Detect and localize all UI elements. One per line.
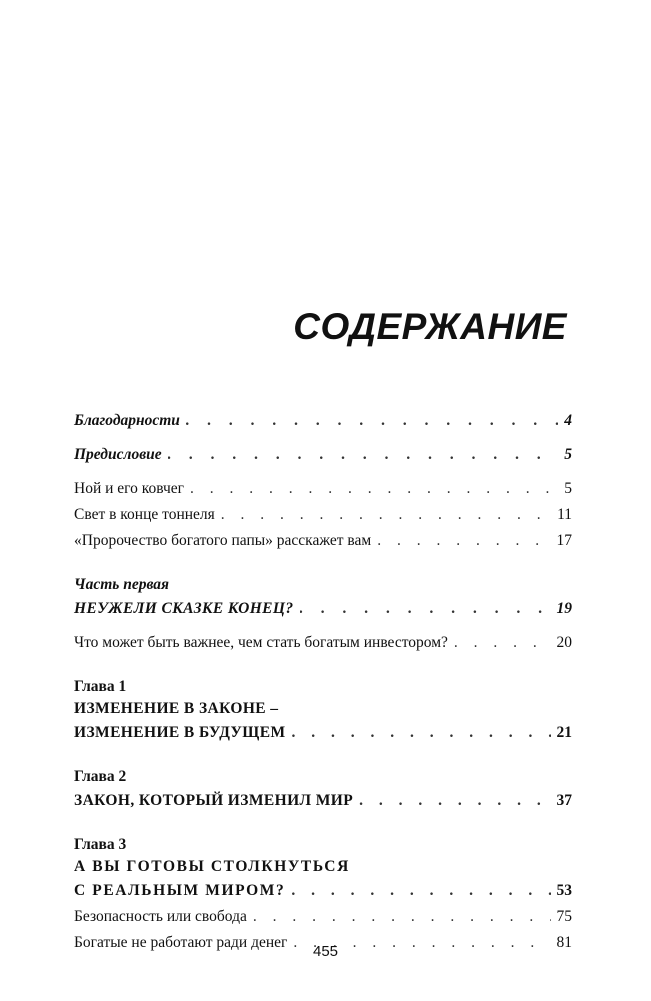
toc-entry-chapter-3 [74, 878, 572, 904]
dot-leader [253, 904, 551, 930]
toc-entry-label: ЗАКОН, КОТОРЫЙ ИЗМЕНИЛ МИР [74, 792, 354, 809]
dot-leader [300, 596, 551, 622]
toc-entry-label: С РЕАЛЬНЫМ МИРОМ? [74, 882, 286, 899]
page-title: СОДЕРЖАНИЕ [293, 306, 567, 347]
toc-entry-light [74, 502, 572, 528]
toc-entry-page: 37 [556, 792, 572, 809]
chapter-kicker: Глава 3 [74, 836, 127, 853]
toc-entry-label: Что может быть важнее, чем стать богатым инвестором? [74, 634, 448, 651]
page-number: 455 [312, 943, 339, 960]
toc-entry-security [74, 904, 572, 930]
toc-entry-preface [74, 442, 572, 468]
toc-entry-prophecy [74, 528, 572, 554]
toc-entry-page: 81 [556, 934, 572, 951]
toc-entry-page: 4 [564, 412, 572, 429]
dot-leader [359, 788, 550, 814]
toc-entry-investor [74, 630, 572, 656]
toc-entry-page: 21 [556, 724, 572, 741]
dot-leader [454, 630, 551, 656]
toc-entry-label: ИЗМЕНЕНИЕ В БУДУЩЕМ [74, 724, 286, 741]
chapter-title-line: А ВЫ ГОТОВЫ СТОЛКНУТЬСЯ [74, 858, 350, 875]
toc-entry-acknowledgements [74, 408, 572, 434]
toc-entry-label: Ной и его ковчег [74, 480, 185, 497]
toc-entry-page: 5 [564, 480, 572, 497]
table-of-contents [74, 408, 572, 956]
dot-leader [221, 502, 551, 528]
toc-entry-label: Безопасность или свобода [74, 908, 247, 925]
toc-entry-page: 53 [556, 882, 572, 899]
dot-leader [186, 408, 558, 434]
toc-entry-page: 75 [556, 908, 572, 925]
toc-entry-label: Свет в конце тоннеля [74, 506, 215, 523]
dot-leader [291, 878, 550, 904]
toc-entry-page: 17 [556, 532, 572, 549]
toc-entry-label: «Пророчество богатого папы» расскажет вам [74, 532, 372, 549]
toc-entry-page: 11 [557, 506, 572, 523]
toc-entry-part1 [74, 596, 572, 622]
chapter-kicker: Глава 1 [74, 678, 127, 695]
toc-entry-page: 19 [556, 600, 572, 617]
chapter-kicker: Глава 2 [74, 768, 127, 785]
toc-entry-chapter-1 [74, 720, 572, 746]
toc-entry-label: НЕУЖЕЛИ СКАЗКЕ КОНЕЦ? [74, 600, 294, 617]
toc-entry-label: Благодарности [74, 412, 180, 429]
toc-entry-label: Предисловие [74, 446, 162, 463]
chapter-title-line: ИЗМЕНЕНИЕ В ЗАКОНЕ – [74, 700, 279, 717]
toc-entry-chapter-2 [74, 788, 572, 814]
toc-entry-page: 20 [556, 634, 572, 651]
dot-leader [377, 528, 550, 554]
toc-entry-page: 5 [564, 446, 572, 463]
part-kicker: Часть первая [74, 576, 170, 593]
dot-leader [168, 442, 559, 468]
toc-entry-noah [74, 476, 572, 502]
dot-leader [291, 720, 550, 746]
dot-leader [190, 476, 558, 502]
toc-entry-label: Богатые не работают ради денег [74, 934, 288, 951]
